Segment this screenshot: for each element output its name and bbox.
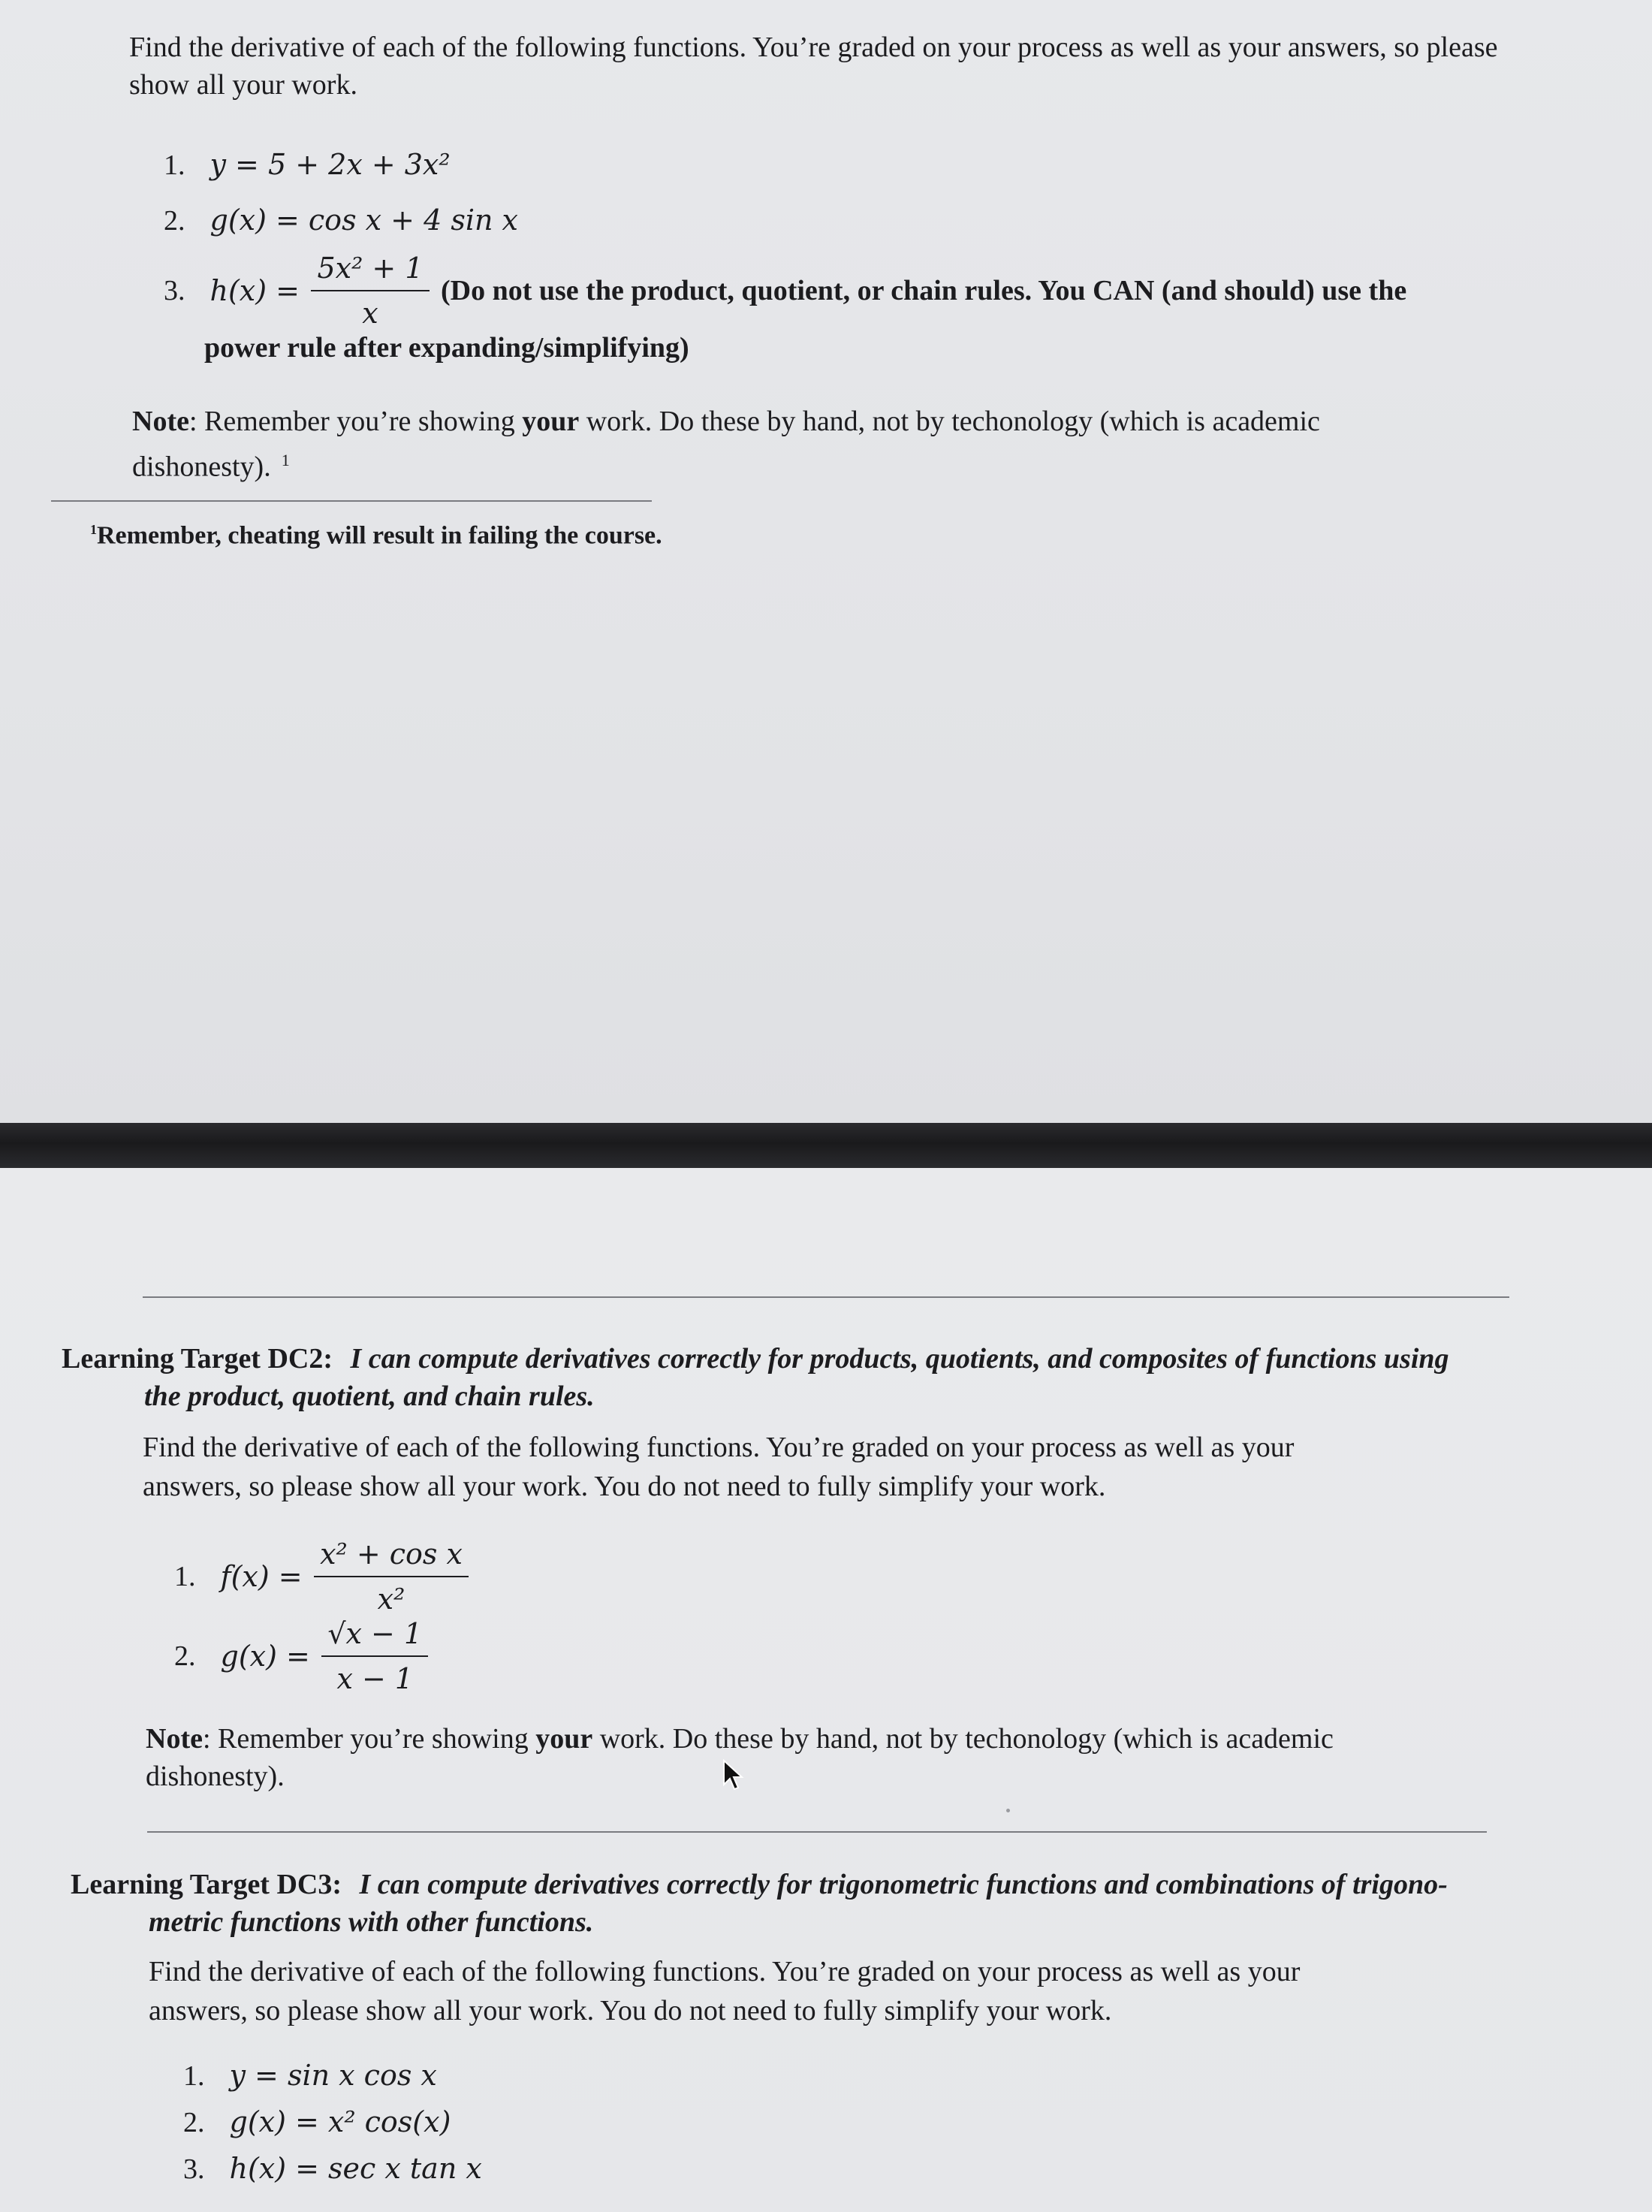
item-number: 3. (164, 275, 185, 306)
learning-target-dc3 (71, 1866, 1595, 1903)
footnote-mark: 1 (281, 451, 290, 469)
note-text: dishonesty). (132, 451, 271, 483)
section1-item-3 (164, 249, 1406, 332)
numerator: √x − 1 (321, 1615, 428, 1657)
item-number: 2. (164, 205, 185, 237)
target-statement-continued: metric functions with other functions. (149, 1906, 594, 1938)
section2-intro-continued: answers, so please show all your work. You do not need to fully simplify your work. (143, 1471, 1106, 1502)
item-lhs: h(x) = (210, 274, 300, 307)
monitor-bezel (0, 1123, 1652, 1168)
note-text: : Remember you’re showing (188, 406, 523, 437)
item-instruction-continued: power rule after expanding/simplifying) (204, 332, 689, 364)
learning-target-dc2 (62, 1340, 1586, 1378)
item-number: 1. (174, 1561, 196, 1592)
numerator: x² + cos x (314, 1535, 469, 1577)
section2-intro: Find the derivative of each of the following functions. You’re graded on your process as well as your (143, 1432, 1295, 1463)
denominator: x (362, 297, 378, 330)
section3-item-2 (183, 2103, 451, 2141)
footnote-text: Remember, cheating will result in failing the course. (97, 521, 662, 550)
section3-item-1 (183, 2057, 437, 2095)
item-expression: y = sin x cos x (229, 2059, 437, 2092)
fraction (311, 249, 429, 332)
item-number: 3. (183, 2153, 205, 2185)
section1-note (132, 403, 1559, 440)
target-statement: I can compute derivatives correctly for products, quotients, and composites of functions using (350, 1343, 1449, 1375)
target-statement: I can compute derivatives correctly for trigonometric functions and combinations of trigono- (359, 1869, 1448, 1900)
item-lhs: f(x) = (220, 1560, 303, 1593)
denominator: x − 1 (336, 1662, 414, 1695)
item-expression: y = 5 + 2x + 3x² (210, 148, 451, 181)
section3-intro-continued: answers, so please show all your work. You do not need to fully simplify your work. (149, 1995, 1112, 2026)
item-number: 1. (164, 149, 185, 181)
item-number: 2. (183, 2107, 205, 2138)
section3-intro: Find the derivative of each of the following functions. You’re graded on your process as well as your (149, 1956, 1301, 1987)
section2-item-2 (174, 1615, 433, 1697)
fraction (321, 1615, 428, 1697)
target-label: Learning Target DC2: (62, 1343, 333, 1375)
section1-item-1 (164, 146, 451, 184)
screen-speck (1006, 1809, 1010, 1812)
target-label: Learning Target DC3: (71, 1869, 342, 1900)
section1-note-continued (132, 442, 290, 486)
section-divider (147, 1831, 1487, 1833)
item-expression: g(x) = x² cos(x) (229, 2105, 451, 2138)
section3-item-3 (183, 2150, 482, 2188)
section1-item-2 (164, 201, 518, 240)
note-text: : Remember you’re showing (202, 1723, 536, 1755)
note-emphasis: your (535, 1723, 593, 1755)
numerator: 5x² + 1 (311, 249, 429, 291)
section-divider (143, 1296, 1509, 1298)
section2-item-1 (174, 1535, 473, 1618)
footnote-divider (51, 500, 652, 502)
mouse-cursor-icon (722, 1759, 745, 1791)
footnote-mark: 1 (90, 522, 97, 537)
footnote (90, 511, 662, 554)
note-text: work. Do these by hand, not by techonology (which is academic (579, 406, 1320, 437)
target-statement-continued: the product, quotient, and chain rules. (144, 1381, 595, 1412)
note-label: Note (146, 1723, 203, 1755)
section2-note (146, 1720, 1572, 1758)
section1-intro: Find the derivative of each of the following functions. You’re graded on your process as well as your answers, so please show all your work. (129, 32, 1498, 101)
fraction (314, 1535, 469, 1618)
section2-note-continued: dishonesty). (146, 1761, 285, 1792)
item-instruction: (Do not use the product, quotient, or chain rules. You CAN (and should) use the (441, 275, 1407, 306)
item-expression: g(x) = cos x + 4 sin x (210, 204, 518, 237)
note-emphasis: your (522, 406, 580, 437)
item-expression: h(x) = sec x tan x (229, 2152, 482, 2185)
note-text: work. Do these by hand, not by techonology (which is academic (592, 1723, 1334, 1755)
item-number: 1. (183, 2060, 205, 2092)
note-label: Note (132, 406, 189, 437)
denominator: x² (377, 1583, 405, 1616)
item-number: 2. (174, 1640, 196, 1672)
item-lhs: g(x) = (220, 1640, 310, 1673)
